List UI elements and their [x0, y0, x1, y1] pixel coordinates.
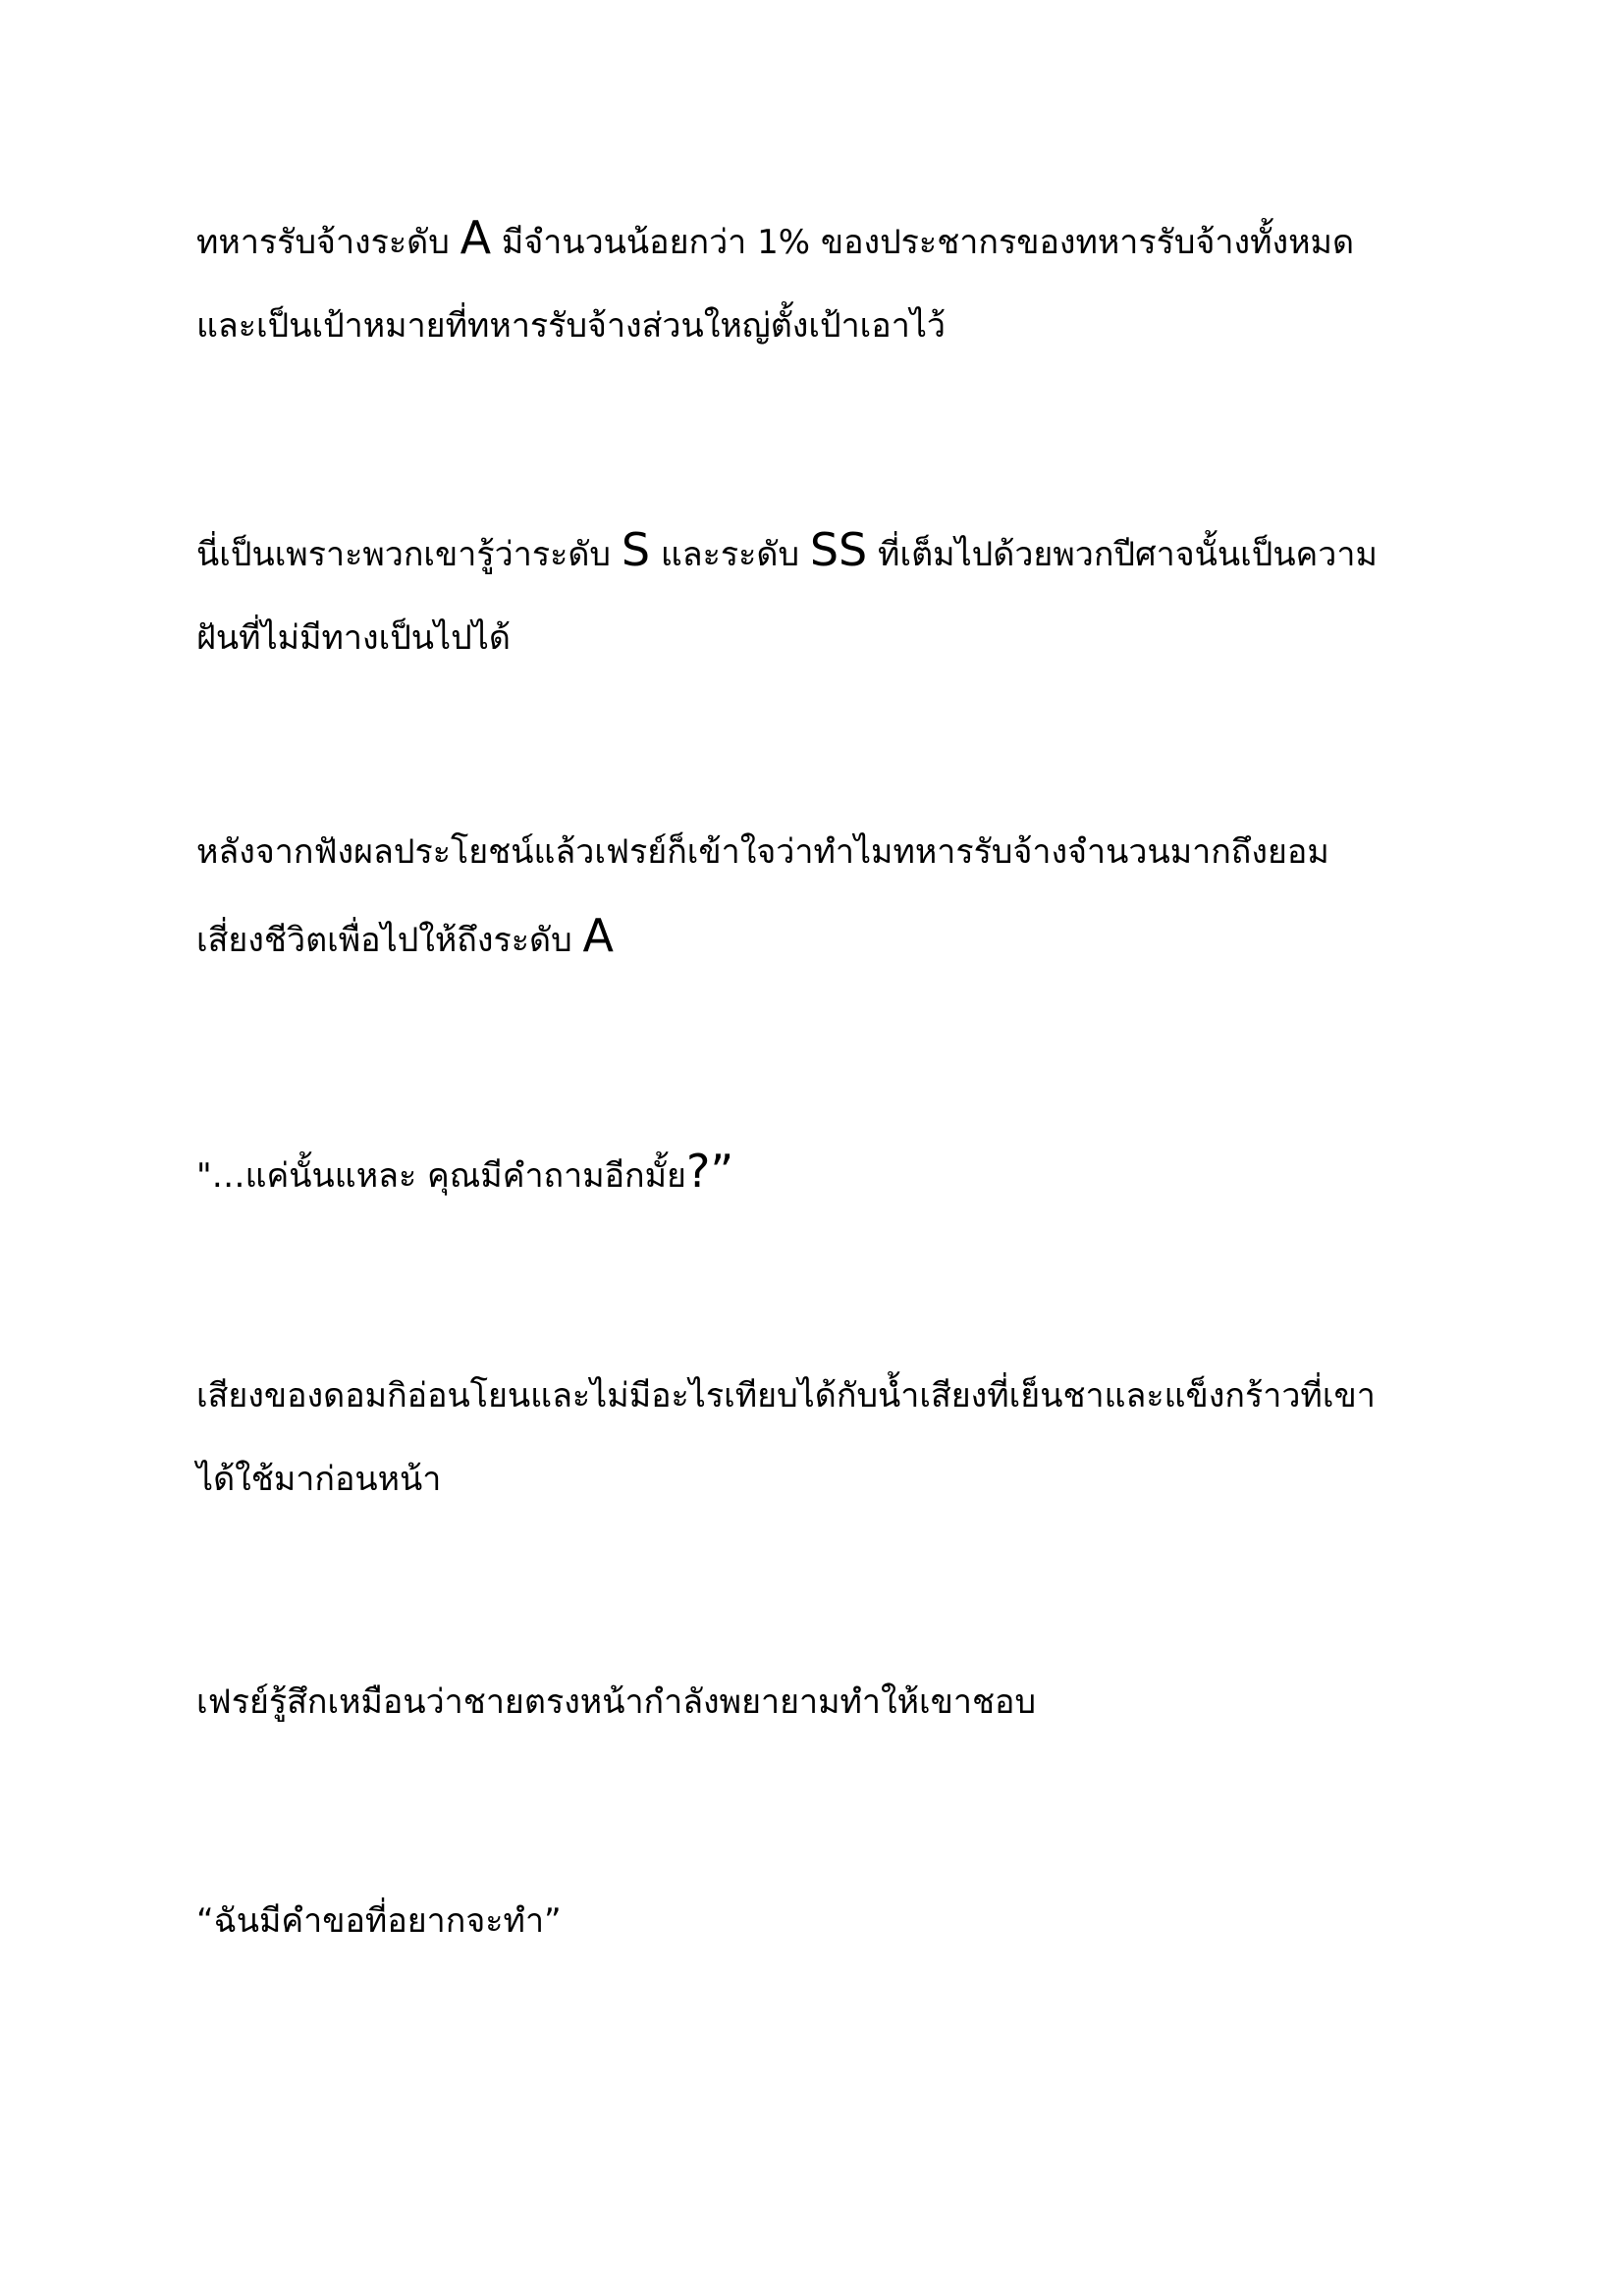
text-line [196, 1880, 1434, 1963]
text-line [196, 508, 1434, 597]
text-run: เฟรย์รู้สึกเหมือนว่าชายตรงหน้ากำลังพยายามทำให้เขาชอบ [196, 1682, 1037, 1722]
text-run: เสี่ยงชีวิตเพื่อไปให้ถึงระดับ [196, 921, 583, 960]
text-line [196, 597, 1434, 680]
text-run: ได้ใช้มาก่อนหน้า [196, 1460, 442, 1499]
text-line [196, 1130, 1434, 1218]
text-run: ทหารรับจ้างระดับ [196, 223, 460, 262]
text-line [196, 811, 1434, 894]
text-run: ฝันที่ไม่มีทางเป็นไปได้ [196, 618, 511, 658]
paragraph-6 [196, 1661, 1434, 1744]
text-run: นี่เป็นเพราะพวกเขารู้ว่าระดับ [196, 535, 622, 574]
paragraph-4 [196, 1130, 1434, 1218]
text-line [196, 196, 1434, 285]
paragraph-5 [196, 1355, 1434, 1522]
paragraph-3 [196, 811, 1434, 983]
text-run: และระดับ [650, 535, 810, 574]
text-run: “ฉันมีคำขอที่อยากจะทำ” [196, 1901, 562, 1941]
emphasized-text-run: SS [809, 523, 868, 576]
text-run: ที่เต็มไปด้วยพวกปีศาจนั้นเป็นความ [867, 535, 1378, 574]
text-line [196, 1661, 1434, 1744]
paragraph-2 [196, 508, 1434, 680]
text-run: "…แค่นั้นแหละ คุณมีคำถามอีกมั้ย [196, 1156, 686, 1196]
text-line [196, 894, 1434, 983]
text-run: หลังจากฟังผลประโยชน์แล้วเฟรย์ก็เข้าใจว่าทำไมทหารรับจ้างจำนวนมากถึงยอม [196, 832, 1329, 872]
emphasized-text-run: ?” [685, 1145, 734, 1198]
emphasized-text-run: S [621, 523, 651, 576]
text-line [196, 285, 1434, 368]
text-run: มีจำนวนน้อยกว่า 1% ของประชากรของทหารรับจ้างทั้งหมด [491, 223, 1355, 262]
text-run: เสียงของดอมกิอ่อนโยนและไม่มีอะไรเทียบได้กับน้ำเสียงที่เย็นชาและแข็งกร้าวที่เขา [196, 1376, 1376, 1415]
paragraph-7 [196, 1880, 1434, 1963]
emphasized-text-run: A [582, 909, 614, 962]
emphasized-text-run: A [460, 211, 492, 264]
text-line [196, 1438, 1434, 1522]
text-run: และเป็นเป้าหมายที่ทหารรับจ้างส่วนใหญ่ตั้งเป้าเอาไว้ [196, 306, 947, 346]
text-line [196, 1355, 1434, 1438]
paragraph-1 [196, 196, 1434, 368]
